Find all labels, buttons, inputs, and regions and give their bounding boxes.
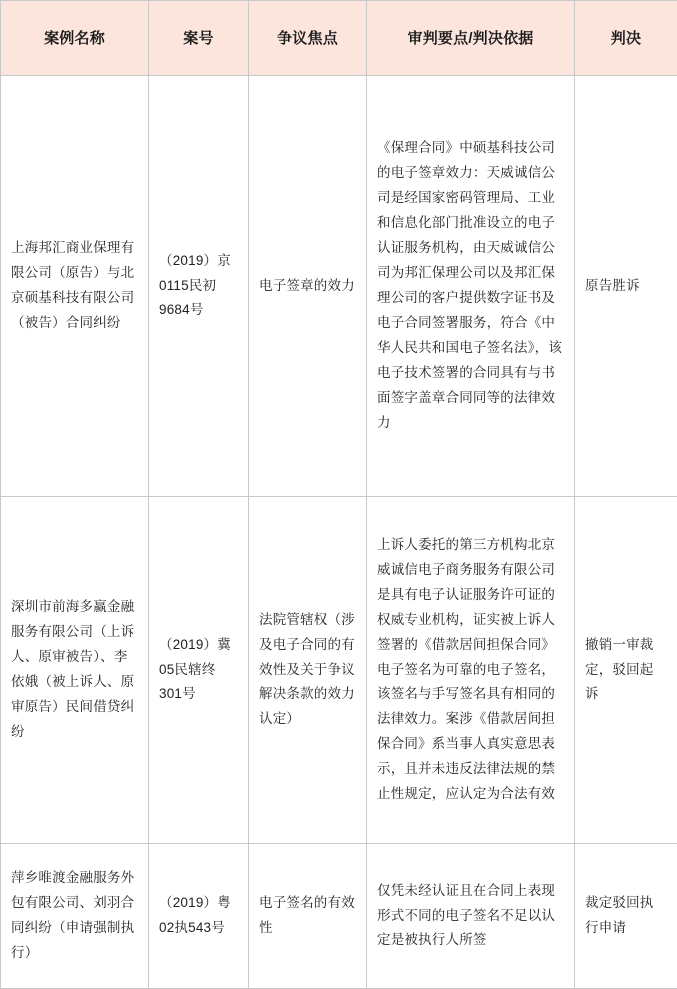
column-header-dispute-focus: 争议焦点: [249, 1, 367, 76]
table-row: [1, 76, 677, 497]
cell-judgment: 撤销一审裁定，驳回起诉: [575, 497, 677, 844]
table-row: [1, 844, 677, 989]
cell-judgment: 裁定驳回执行申请: [575, 844, 677, 989]
column-header-judgment: 判决: [575, 1, 677, 76]
cell-case-number: （2019）京0115民初9684号: [149, 76, 249, 497]
cell-judgment-points: 《保理合同》中硕基科技公司的电子签章效力：天威诚信公司是经国家密码管理局、工业和信息化部门批准设立的电子认证服务机构，由天威诚信公司为邦汇保理公司以及邦汇保理公司的客户提供数字证书及电子合同签署服务，符合《中华人民共和国电子签名法》，该电子技术签署的合同具有与书面签字盖章合同同等的法律效力: [367, 76, 575, 497]
cell-judgment-points: 仅凭未经认证且在合同上表现形式不同的电子签名不足以认定是被执行人所签: [367, 844, 575, 989]
cell-case-name: 上海邦汇商业保理有限公司（原告）与北京硕基科技有限公司（被告）合同纠纷: [1, 76, 149, 497]
cell-judgment-points: 上诉人委托的第三方机构北京威诚信电子商务服务有限公司是具有电子认证服务许可证的权威专业机构，证实被上诉人签署的《借款居间担保合同》电子签名为可靠的电子签名，该签名与手写签名具有相同的法律效力。案涉《借款居间担保合同》系当事人真实意思表示，且并未违反法律法规的禁止性规定，应认定为合法有效: [367, 497, 575, 844]
cell-judgment: 原告胜诉: [575, 76, 677, 497]
cell-case-name: 深圳市前海多赢金融服务有限公司（上诉人、原审被告）、李依娥（被上诉人、原审原告）民间借贷纠纷: [1, 497, 149, 844]
cell-dispute-focus: 电子签章的效力: [249, 76, 367, 497]
cell-dispute-focus: 电子签名的有效性: [249, 844, 367, 989]
column-header-case-name: 案例名称: [1, 1, 149, 76]
cell-case-number: （2019）冀05民辖终301号: [149, 497, 249, 844]
column-header-case-number: 案号: [149, 1, 249, 76]
cell-case-number: （2019）粤02执543号: [149, 844, 249, 989]
table-header: [1, 1, 677, 76]
cell-dispute-focus: 法院管辖权（涉及电子合同的有效性及关于争议解决条款的效力认定）: [249, 497, 367, 844]
table-row: [1, 497, 677, 844]
column-header-judgment-points: 审判要点/判决依据: [367, 1, 575, 76]
table-body: [1, 76, 677, 989]
cell-case-name: 萍乡唯渡金融服务外包有限公司、刘羽合同纠纷（申请强制执行）: [1, 844, 149, 989]
table-header-row: [1, 1, 677, 76]
